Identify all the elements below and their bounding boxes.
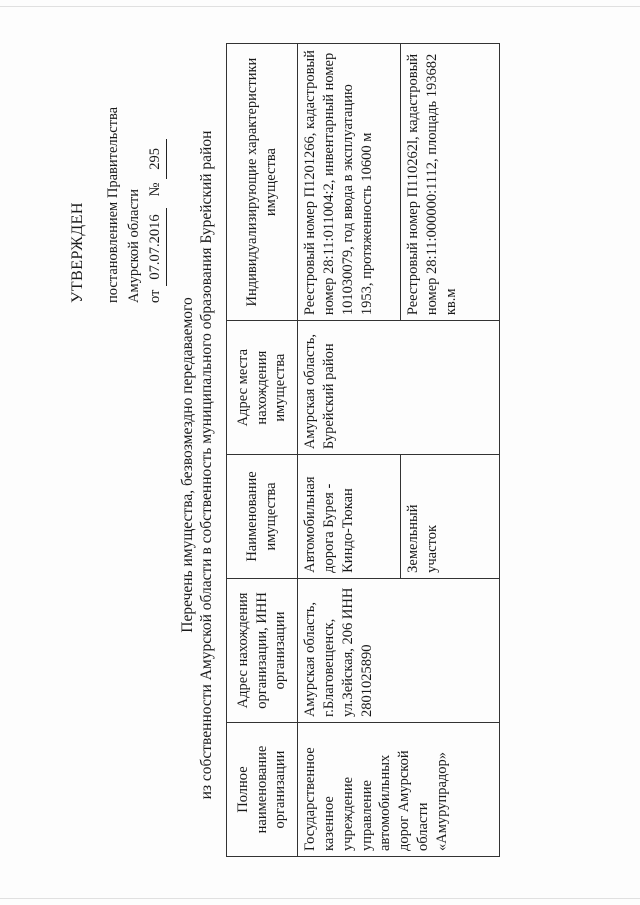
header-property-address: Адрес места нахождения имущества (227, 321, 298, 455)
cell-property-name-2: Земельный участок (401, 455, 500, 579)
approval-line-1: постановлением Правительства (105, 106, 122, 303)
table-row (298, 44, 401, 857)
header-org-address: Адрес нахождения организации, ИНН организации (227, 578, 298, 722)
document-title (178, 85, 217, 845)
number-prefix: № (147, 182, 164, 197)
cell-organization: Государственное казенное учреждение управление автомобильных дорог Амурской области «Амурупрадор» (298, 723, 500, 857)
date-prefix: от (147, 289, 164, 303)
cell-characteristics-1: Реестровый номер П1201266, кадастровый номер 28:11:011004:2, инвентарный номер 101030079, год ввода в эксплуатацию 1953, протяженность 10600 м (298, 44, 401, 321)
cell-org-address: Амурская область, г.Благовещенск, ул.Зейская, 206 ИНН 2801025890 (298, 578, 500, 722)
property-table (226, 43, 500, 857)
header-characteristics: Индивидуализирующие характеристики имущества (227, 44, 298, 321)
approval-date: 07.07.2016 (145, 208, 167, 286)
approval-number: 295 (145, 139, 167, 179)
approval-date-line (145, 23, 167, 303)
title-line-2: из собственности Амурской области в собственность муниципального образования Бурейский район (198, 130, 216, 800)
cell-characteristics-2: Реестровый номер П110262l, кадастровый номер 28:11:000000:1112, площадь 193682 кв.м (401, 44, 500, 321)
header-property-name: Наименование имущества (227, 455, 298, 579)
cell-property-address: Амурская область, Бурейский район (298, 321, 500, 455)
title-line-1: Перечень имущества, безвозмездно передаваемого (179, 297, 196, 633)
approval-line-2: Амурской области (126, 189, 143, 303)
header-organization: Полное наименование организации (227, 723, 298, 857)
table-header-row (227, 44, 298, 857)
approval-word: УТВЕРЖДЕН (69, 202, 86, 303)
approval-stamp-block (66, 23, 167, 303)
cell-property-name-1: Автомобильная дорога Бурея - Киндо-Тюкан (298, 455, 401, 579)
